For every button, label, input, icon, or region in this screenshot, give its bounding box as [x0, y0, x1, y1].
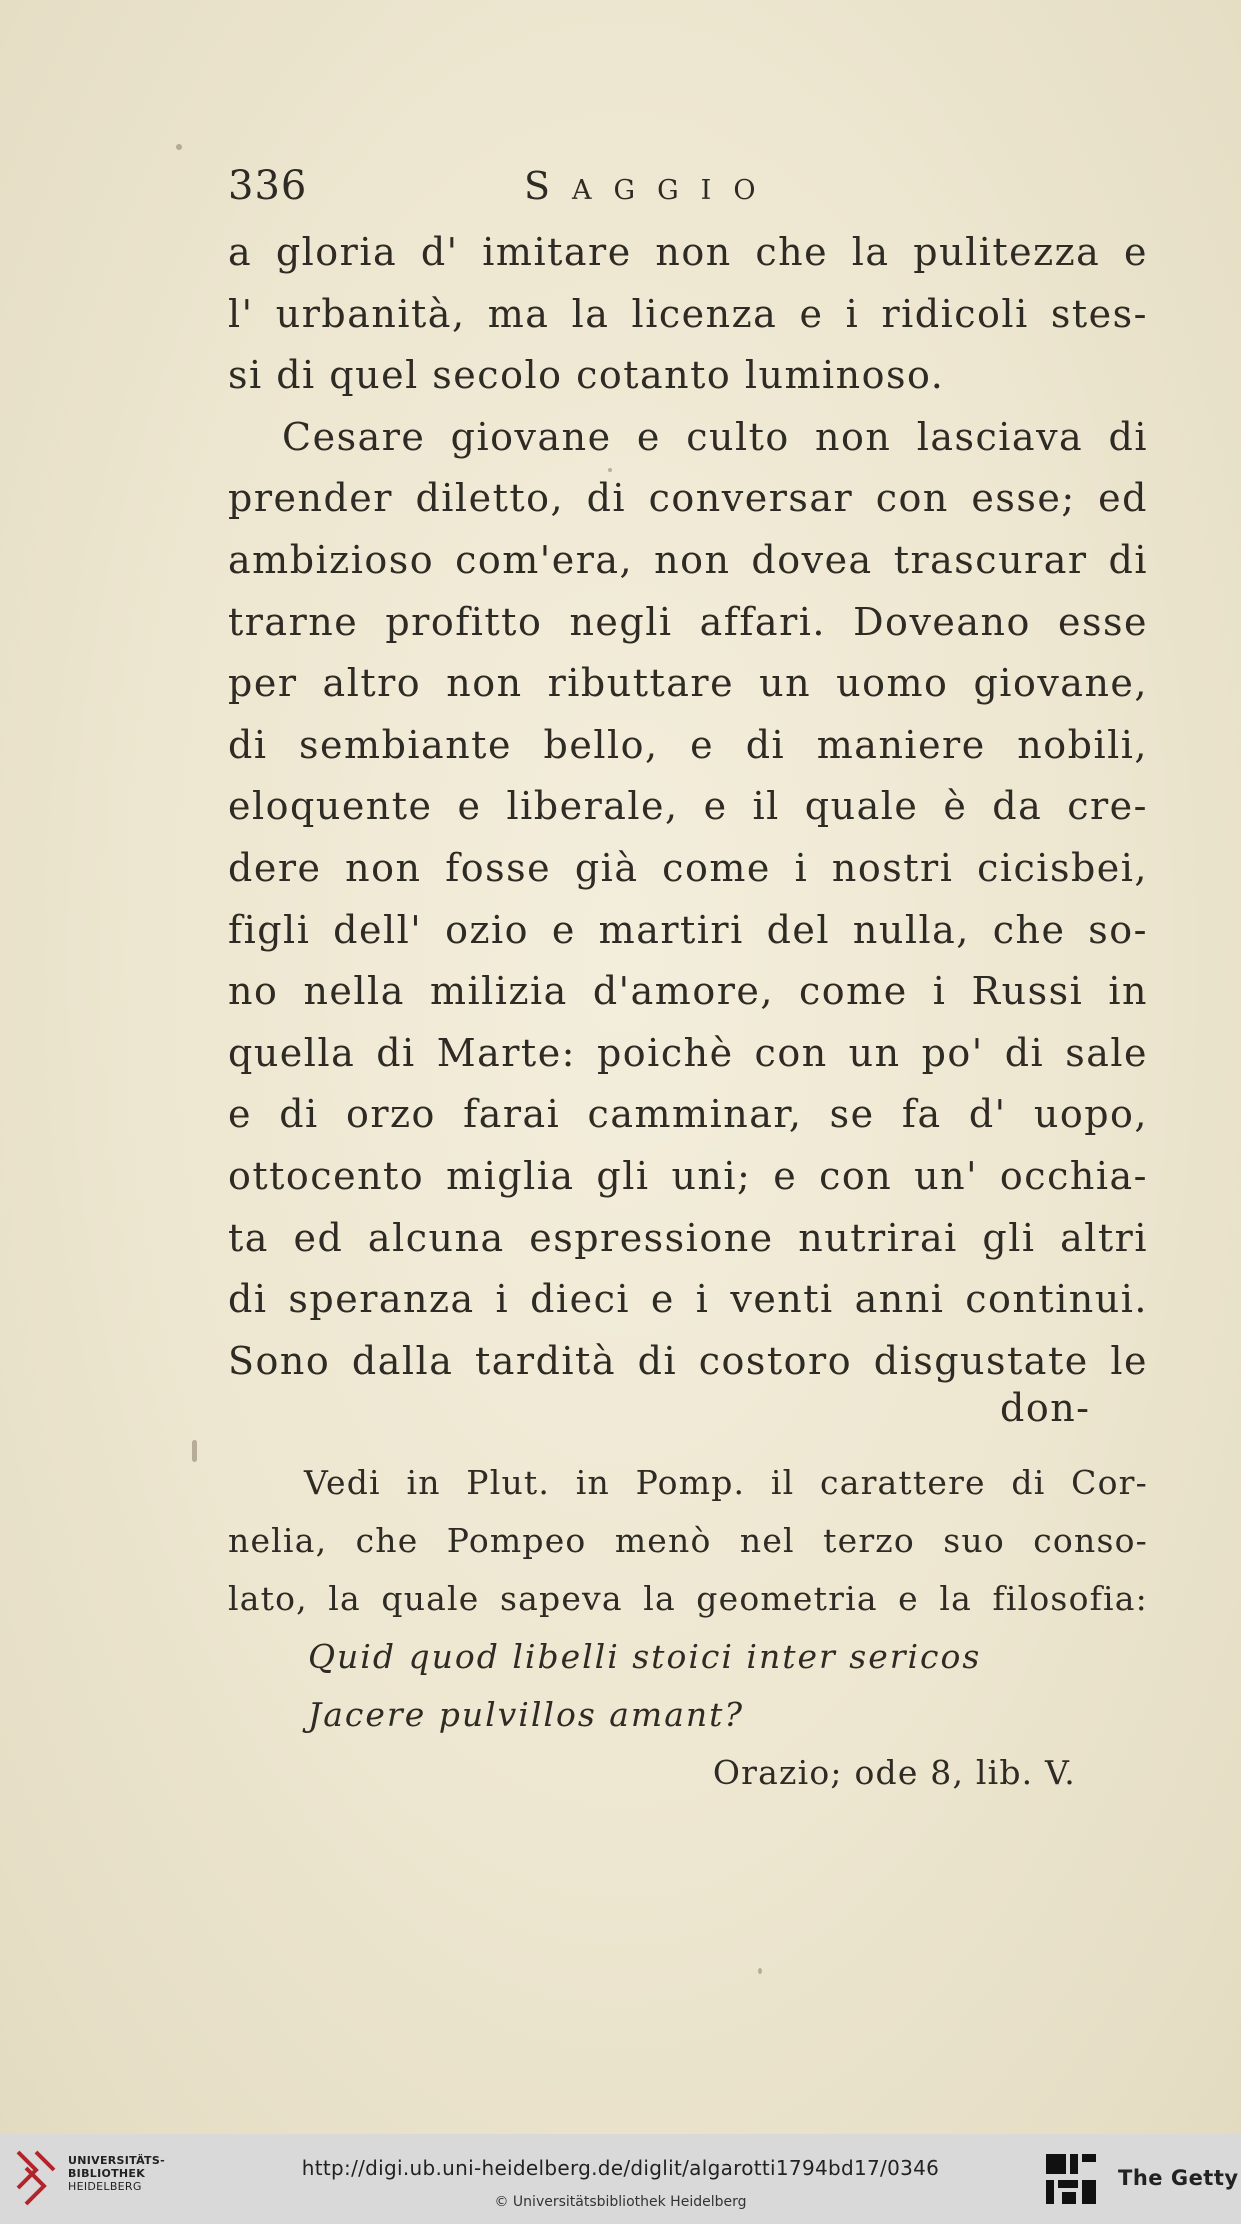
text-line: e di orzo farai camminar, se fa d' uopo,	[228, 1092, 1148, 1137]
permalink-url[interactable]: http://digi.ub.uni-heidelberg.de/diglit/algarotti1794bd17/0346	[301, 2156, 940, 2180]
text-line: a gloria d' imitare non che la pulitezza e	[228, 230, 1148, 274]
paper-speck	[192, 1440, 197, 1462]
text-line: Cesare giovane e culto non lasciava di	[282, 414, 1148, 459]
library-name-line: HEIDELBERG	[68, 2180, 142, 2193]
text-line: trarne profitto negli affari. Doveano esse	[228, 599, 1148, 644]
page-header	[228, 158, 1128, 214]
partner-name: The Getty	[1118, 2166, 1239, 2190]
text-line: dere non fosse già come i nostri cicisbei,	[228, 845, 1148, 890]
text-line: prender diletto, di conversar con esse; ed	[228, 476, 1148, 521]
library-name-line: BIBLIOTHEK	[68, 2167, 146, 2180]
text-line: si di quel secolo cotanto luminoso.	[228, 353, 945, 398]
text-line: per altro non ributtare un uomo giovane,	[228, 661, 1148, 706]
text-line: figli dell' ozio e martiri del nulla, che so-	[228, 907, 1148, 952]
footnote-line: lato, la quale sapeva la geometria e la filosofia:	[228, 1579, 1148, 1618]
text-line: ottocento miglia gli uni; e con un' occhia-	[228, 1153, 1148, 1198]
library-name-line: UNIVERSITÄTS-	[68, 2154, 165, 2167]
text-line: no nella milizia d'amore, come i Russi in	[228, 969, 1148, 1014]
text-line: ambizioso com'era, non dovea trascurar di	[228, 537, 1148, 582]
paper-speck	[758, 1968, 762, 1974]
text-line: ta ed alcuna espressione nutrirai gli altri	[228, 1215, 1148, 1260]
text-line: l' urbanità, ma la licenza e i ridicoli stes-	[228, 291, 1148, 336]
verse-line: Quid quod libelli stoici inter sericos	[308, 1637, 982, 1676]
text-line: quella di Marte: poichè con un po' di sale	[228, 1030, 1148, 1075]
paper-speck	[176, 144, 182, 150]
main-text	[228, 222, 1148, 1392]
footnote	[228, 1454, 1148, 1802]
footnote-line: nelia, che Pompeo menò nel terzo suo conso-	[228, 1521, 1148, 1560]
verse-line: Jacere pulvillos amant?	[308, 1695, 745, 1734]
getty-logo[interactable]	[1044, 2152, 1239, 2208]
copyright-notice: © Universitätsbibliothek Heidelberg	[494, 2194, 747, 2210]
running-title: Saggio	[524, 164, 778, 208]
footnote-line: Vedi in Plut. in Pomp. il carattere di Cor-	[304, 1463, 1148, 1502]
page-number: 336	[228, 163, 308, 209]
text-line: di speranza i dieci e i venti anni continui.	[228, 1277, 1148, 1322]
text-line: di sembiante bello, e di maniere nobili,	[228, 722, 1148, 767]
text-line: Sono dalla tardità di costoro disgustate le	[228, 1338, 1148, 1383]
text-line: eloquente e liberale, e il quale è da cre-	[228, 784, 1148, 829]
catchword: don-	[1000, 1386, 1091, 1430]
getty-emblem-icon	[1044, 2152, 1098, 2206]
viewer-footer	[0, 2134, 1241, 2224]
verse-citation: Orazio; ode 8, lib. V.	[712, 1753, 1076, 1792]
